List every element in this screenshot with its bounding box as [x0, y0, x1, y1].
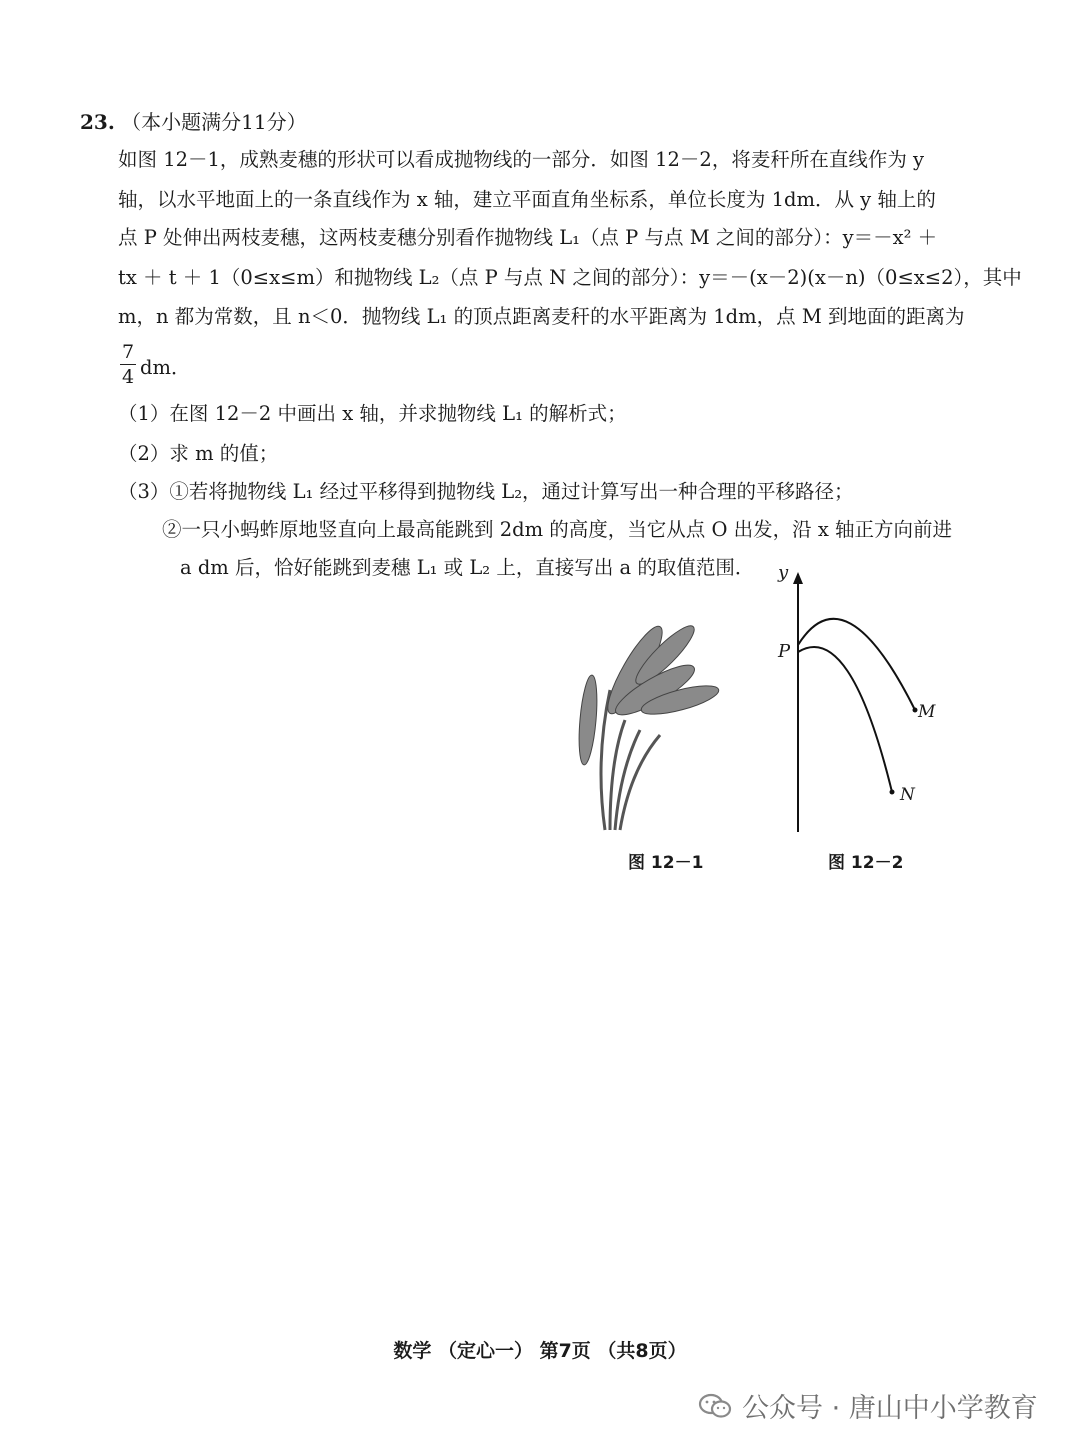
question-line-1: 如图 12－1，成熟麦穗的形状可以看成抛物线的一部分．如图 12－2，将麦秆所在直线作为 y — [118, 148, 925, 171]
part-2-text: （2）求 m 的值； — [118, 442, 279, 465]
figure-12-1-caption: 图 12－1 — [628, 853, 704, 873]
parabola-L2-curve — [798, 647, 892, 792]
part-3c-text: a dm 后，恰好能跳到麦穗 L₁ 或 L₂ 上，直接写出 a 的取值范围． — [180, 556, 755, 579]
question-score-note: （本小题满分11分） — [121, 110, 307, 134]
question-header — [80, 106, 307, 135]
watermark — [698, 1386, 1038, 1425]
point-M-dot — [913, 708, 918, 713]
question-line-2: 轴，以水平地面上的一条直线作为 x 轴，建立平面直角坐标系，单位长度为 1dm．从 y 轴上的 — [118, 188, 936, 211]
wheat-ears-illustration — [570, 610, 730, 840]
part-1-text: （1）在图 12－2 中画出 x 轴，并求抛物线 L₁ 的解析式； — [118, 402, 627, 425]
parabola-L1-curve — [798, 619, 915, 710]
y-axis-label: y — [778, 562, 789, 583]
point-P-label: P — [778, 641, 791, 662]
question-line-3: 点 P 处伸出两枝麦穗，这两枝麦穗分别看作抛物线 L₁（点 P 与点 M 之间的部分）：y＝－x² ＋ — [118, 226, 938, 249]
figure-12-2-caption: 图 12－2 — [828, 853, 904, 873]
watermark-text: 公众号 · 唐山中小学教育 — [742, 1393, 1038, 1424]
fraction-unit: dm． — [140, 356, 191, 379]
question-line-4: tx ＋ t ＋ 1（0≤x≤m）和抛物线 L₂（点 P 与点 N 之间的部分）：y＝－(x－2)(x－n)（0≤x≤2），其中 — [118, 266, 1022, 289]
fraction-numerator: 7 — [121, 341, 135, 363]
part-3b-text: ②一只小蚂蚱原地竖直向上最高能跳到 2dm 的高度，当它从点 O 出发，沿 x 轴正方向前进 — [162, 518, 953, 541]
question-line-5: m，n 都为常数，且 n＜0．抛物线 L₁ 的顶点距离麦秆的水平距离为 1dm，点 M 到地面的距离为 — [118, 305, 965, 328]
point-N-label: N — [900, 785, 915, 805]
question-number: 23. — [80, 110, 115, 134]
wechat-icon — [698, 1392, 732, 1420]
part-3a-text: （3）①若将抛物线 L₁ 经过平移得到抛物线 L₂，通过计算写出一种合理的平移路径； — [118, 480, 854, 503]
page-footer: 数学 （定心一） 第7页 （共8页） — [393, 1340, 687, 1362]
y-axis-arrow — [793, 572, 803, 584]
point-N-dot — [890, 790, 895, 795]
point-M-label: M — [918, 702, 936, 722]
fraction-denominator: 4 — [121, 366, 135, 388]
fraction-seven-fourths — [118, 340, 138, 389]
